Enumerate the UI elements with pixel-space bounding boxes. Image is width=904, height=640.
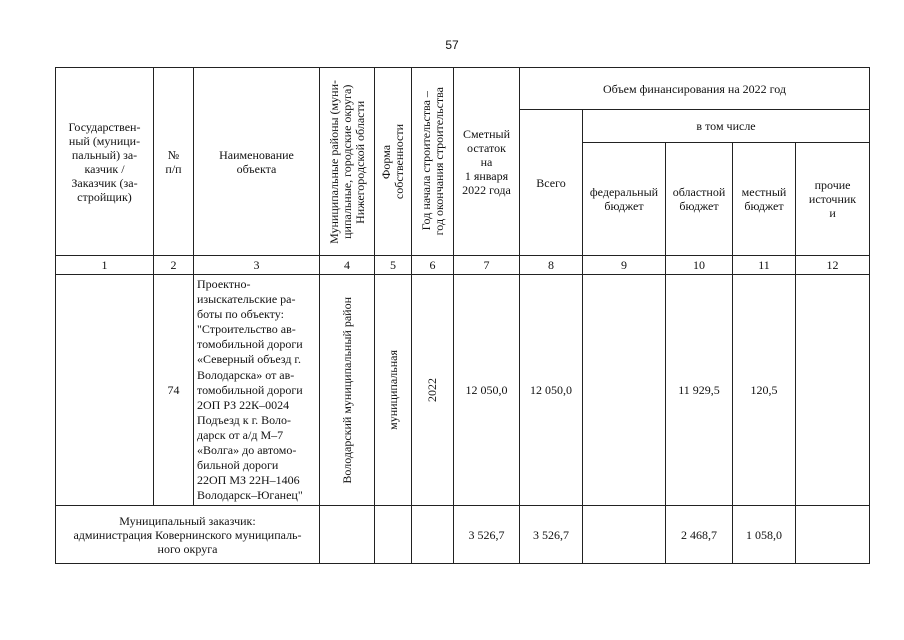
row-years: 2022 <box>425 378 439 403</box>
column-numbers-row <box>56 256 870 275</box>
header-years-text: Год начала строительства – год окончания строительства <box>418 87 446 236</box>
row-total: 12 050,0 <box>520 275 583 506</box>
column-number: 8 <box>520 256 583 275</box>
column-number: 6 <box>412 256 454 275</box>
header-financing-volume: Объем финансирования на 2022 год <box>520 68 870 110</box>
column-number: 3 <box>194 256 320 275</box>
row-num: 74 <box>154 275 194 506</box>
row-regional: 11 929,5 <box>666 275 733 506</box>
row-other <box>796 275 870 506</box>
table-row <box>56 275 870 506</box>
row-district: Володарский муниципальный район <box>339 296 354 484</box>
header-other: прочие источник и <box>796 143 870 256</box>
row-ownership-cell <box>375 275 412 506</box>
column-number: 4 <box>320 256 375 275</box>
column-number: 7 <box>454 256 520 275</box>
column-number: 12 <box>796 256 870 275</box>
summary-regional: 2 468,7 <box>666 506 733 564</box>
row-district-cell <box>320 275 375 506</box>
column-number: 5 <box>375 256 412 275</box>
column-number: 9 <box>583 256 666 275</box>
header-ownership <box>375 68 412 256</box>
row-years-cell <box>412 275 454 506</box>
header-local: местный бюджет <box>733 143 796 256</box>
header-customer: Государствен- ный (муници- пальный) за- казчик / Заказчик (за- стройщик) <box>56 68 154 256</box>
header-including: в том числе <box>583 110 870 143</box>
header-regional: областной бюджет <box>666 143 733 256</box>
column-number: 1 <box>56 256 154 275</box>
financing-table <box>55 67 870 564</box>
row-ownership: муниципальная <box>385 350 400 431</box>
summary-local: 1 058,0 <box>733 506 796 564</box>
summary-years <box>412 506 454 564</box>
header-num: № п/п <box>154 68 194 256</box>
row-customer <box>56 275 154 506</box>
column-number: 11 <box>733 256 796 275</box>
header-total: Всего <box>520 110 583 256</box>
header-federal: федеральный бюджет <box>583 143 666 256</box>
header-districts <box>320 68 375 256</box>
row-federal <box>583 275 666 506</box>
summary-label: Муниципальный заказчик: администрация Ковернинского муниципаль- ного округа <box>56 506 320 564</box>
summary-ownership <box>375 506 412 564</box>
summary-row <box>56 506 870 564</box>
row-object-name: Проектно- изыскательские ра- боты по объекту: "Строительство ав- томобильной дороги «Северный объезд г. Володарска» от ав- томобильной дороги 2ОП РЗ 22К–0024 Подъезд к г. Воло- дарск от а/д М–7 «Волга» до автомо- бильной дороги 22ОП МЗ 22Н–1406 Володарск–Юганец" <box>197 277 303 503</box>
column-number: 10 <box>666 256 733 275</box>
header-districts-text: Муниципальные районы (муни- ципальные, городские округа) Нижегородской области <box>326 79 367 244</box>
summary-total: 3 526,7 <box>520 506 583 564</box>
header-years <box>412 68 454 256</box>
header-object-name: Наименование объекта <box>194 68 320 256</box>
page-number: 57 <box>445 38 459 52</box>
row-local: 120,5 <box>733 275 796 506</box>
row-estimated-balance: 12 050,0 <box>454 275 520 506</box>
row-object-name-cell <box>194 275 320 506</box>
summary-estimated-balance: 3 526,7 <box>454 506 520 564</box>
header-ownership-text: Форма собственности <box>379 123 406 200</box>
summary-district <box>320 506 375 564</box>
summary-other <box>796 506 870 564</box>
summary-federal <box>583 506 666 564</box>
column-number: 2 <box>154 256 194 275</box>
header-estimated-balance: Сметный остаток на 1 января 2022 года <box>454 68 520 256</box>
